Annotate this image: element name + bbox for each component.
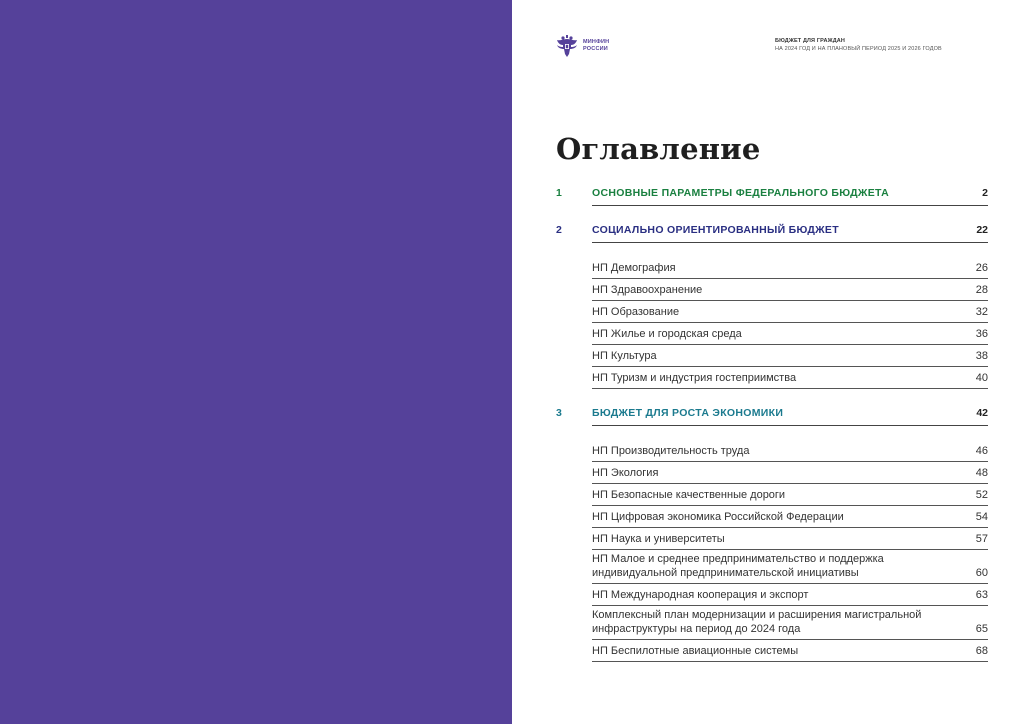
toc-item[interactable] bbox=[592, 506, 988, 528]
toc-item-page: 40 bbox=[975, 372, 988, 384]
toc-item-page: 65 bbox=[975, 623, 988, 635]
section-page-number: 22 bbox=[976, 224, 988, 236]
section-title: ОСНОВНЫЕ ПАРАМЕТРЫ ФЕДЕРАЛЬНОГО БЮДЖЕТА bbox=[592, 187, 889, 199]
toc-section-3[interactable] bbox=[556, 403, 988, 426]
toc-item[interactable] bbox=[592, 301, 988, 323]
table-of-contents bbox=[556, 183, 988, 676]
toc-item-label: НП Жилье и городская среда bbox=[592, 328, 742, 340]
toc-item-page: 57 bbox=[975, 533, 988, 545]
toc-item[interactable] bbox=[592, 550, 988, 584]
toc-item-label: НП Малое и среднее предпринимательство и поддержка индивидуальной предпринимательской инициативы bbox=[592, 553, 884, 579]
toc-item[interactable] bbox=[592, 323, 988, 345]
toc-item-label: НП Демография bbox=[592, 262, 676, 274]
toc-item-page: 46 bbox=[975, 445, 988, 457]
toc-section-1[interactable] bbox=[556, 183, 988, 206]
toc-item-label: НП Здравоохранение bbox=[592, 284, 703, 296]
toc-item-label: НП Безопасные качественные дороги bbox=[592, 489, 786, 501]
header-title: БЮДЖЕТ ДЛЯ ГРАЖДАН bbox=[775, 38, 845, 44]
toc-item[interactable] bbox=[592, 367, 988, 389]
toc-item[interactable] bbox=[592, 462, 988, 484]
toc-item-page: 54 bbox=[975, 511, 988, 523]
toc-item[interactable] bbox=[592, 440, 988, 462]
toc-item[interactable] bbox=[592, 279, 988, 301]
toc-item-page: 32 bbox=[975, 306, 988, 318]
section-divider bbox=[592, 425, 988, 427]
toc-item-label: НП Образование bbox=[592, 306, 680, 318]
document-header bbox=[775, 38, 942, 53]
toc-item-label: НП Туризм и индустрия гостеприимства bbox=[592, 372, 797, 384]
toc-item[interactable] bbox=[592, 606, 988, 640]
toc-item-label: НП Международная кооперация и экспорт bbox=[592, 589, 809, 601]
toc-item-page: 38 bbox=[975, 350, 988, 362]
section-number: 1 bbox=[556, 187, 562, 199]
toc-item-label: НП Культура bbox=[592, 350, 657, 362]
toc-item[interactable] bbox=[592, 484, 988, 506]
toc-item-page: 28 bbox=[975, 284, 988, 296]
section-page-number: 42 bbox=[976, 407, 988, 419]
section-divider bbox=[592, 242, 988, 244]
logo-line-2: РОССИИ bbox=[583, 46, 608, 52]
toc-item-label: НП Беспилотные авиационные системы bbox=[592, 645, 799, 657]
toc-item-page: 48 bbox=[975, 467, 988, 479]
section-divider bbox=[592, 205, 988, 207]
section-number: 3 bbox=[556, 407, 562, 419]
toc-item[interactable] bbox=[592, 584, 988, 606]
section-page-number: 2 bbox=[982, 187, 988, 199]
minfin-logo bbox=[556, 34, 609, 58]
section-title: СОЦИАЛЬНО ОРИЕНТИРОВАННЫЙ БЮДЖЕТ bbox=[592, 224, 839, 236]
section-number: 2 bbox=[556, 224, 562, 236]
section-title: БЮДЖЕТ ДЛЯ РОСТА ЭКОНОМИКИ bbox=[592, 407, 784, 419]
section-2-items bbox=[592, 257, 988, 389]
toc-item-page: 26 bbox=[975, 262, 988, 274]
page-title: Оглавление bbox=[556, 132, 761, 166]
toc-item-label: НП Производительность труда bbox=[592, 445, 750, 457]
toc-item-label: Комплексный план модернизации и расширения магистральной инфраструктуры на период до 2024 года bbox=[592, 609, 922, 635]
toc-item-page: 52 bbox=[975, 489, 988, 501]
toc-item[interactable] bbox=[592, 640, 988, 662]
toc-item[interactable] bbox=[592, 528, 988, 550]
toc-item-label: НП Цифровая экономика Российской Федерации bbox=[592, 511, 844, 523]
double-headed-eagle-emblem-icon bbox=[556, 34, 578, 58]
header-subtitle: НА 2024 ГОД И НА ПЛАНОВЫЙ ПЕРИОД 2025 И 2026 ГОДОВ bbox=[775, 45, 942, 52]
toc-item-page: 60 bbox=[975, 567, 988, 579]
toc-page bbox=[512, 0, 1024, 724]
toc-item[interactable] bbox=[592, 257, 988, 279]
toc-item-page: 63 bbox=[975, 589, 988, 601]
toc-item-page: 68 bbox=[975, 645, 988, 657]
toc-item-label: НП Экология bbox=[592, 467, 659, 479]
toc-item-page: 36 bbox=[975, 328, 988, 340]
toc-section-2[interactable] bbox=[556, 220, 988, 243]
toc-item-label: НП Наука и университеты bbox=[592, 533, 725, 545]
section-3-items bbox=[592, 440, 988, 662]
toc-item[interactable] bbox=[592, 345, 988, 367]
logo-line-1: МИНФИН bbox=[583, 39, 610, 45]
